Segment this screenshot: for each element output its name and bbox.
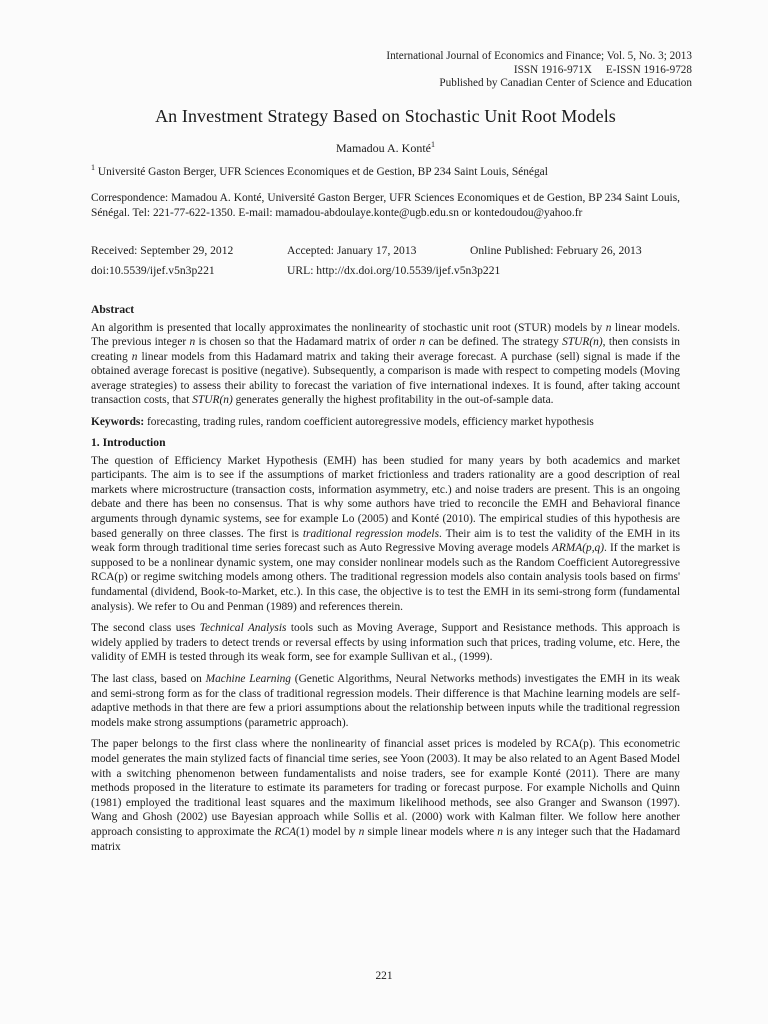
publication-meta (91, 241, 680, 281)
journal-issn: ISSN 1916-971X E-ISSN 1916-9728 (513, 63, 692, 76)
affiliation (91, 162, 680, 178)
journal-header (91, 50, 692, 91)
correspondence: Correspondence: Mamadou A. Konté, Université Gaston Berger, UFR Sciences Economiques et de Gestion, BP 234 Saint Louis, Sénégal. Tel: 221-77-622-1350. E-mail: mamadou-abdoulaye.konte@ugb.edu.sn or kontedoudou@yahoo.fr (91, 191, 680, 219)
abstract-heading: Abstract (91, 302, 135, 316)
intro-paragraph-1: The question of Efficiency Market Hypothesis (EMH) has been studied for many years by both academics and market participants. The aim is to see if the assumptions of market frictionless and traders rationality are a good description of real markets where microstructure (transaction costs, information asymmetry, etc.) and noise traders are present. This is an ongoing debate and there has been no consensus. That is why some authors have tried to reconcile the EMH and Behavioral finance arguments through dynamic systems, see for example Lo (2005) and Konté (2010). The empirical studies of this hypothesis are based generally on three classes. The first is traditional regression models. Their aim is to test the validity of the EMH in its weak form through traditional time series forecast such as Auto Regressive Moving average models ARMA(p,q). If the market is supposed to be a nonlinear dynamic system, one may consider nonlinear models such as the Random Coefficient Autoregressive RCA(p) or regime switching models among others. The traditional regression models also contain analysis tools based on firms' fundamental (dividend, Book-to-Market, etc.). In this case, the objective is to test the EMH in its semi-strong form (fundamental analysis). We refer to Ou and Penman (1989) and references therein. (91, 454, 680, 613)
keywords (91, 415, 680, 430)
journal-name: International Journal of Economics and Finance; Vol. 5, No. 3; 2013 (386, 50, 692, 62)
keywords-label: Keywords: (91, 416, 145, 429)
published-date: Online Published: February 26, 2013 (470, 243, 642, 257)
accepted-date: Accepted: January 17, 2013 (287, 243, 417, 257)
doi-link[interactable]: doi:10.5539/ijef.v5n3p221 (91, 263, 215, 277)
page-number: 221 (375, 970, 393, 982)
intro-paragraph-3: The last class, based on Machine Learning (Genetic Algorithms, Neural Networks methods) investigates the EMH in its weak and semi-strong form as for the class of traditional regression models. Their difference is that Machine learning models are self-adaptive methods in that there are few a priori assumptions about the relationship between inputs while the traditional regression models make strong assumptions (parametric approach). (91, 672, 680, 729)
url-link[interactable]: URL: http://dx.doi.org/10.5539/ijef.v5n3p221 (287, 263, 501, 277)
affiliation-text: Université Gaston Berger, UFR Sciences Economiques et de Gestion, BP 234 Saint Louis, Sénégal (97, 165, 548, 178)
author-line (91, 141, 680, 156)
intro-paragraph-4: The paper belongs to the first class where the nonlinearity of financial asset prices is modeled by RCA(p). This econometric model generates the main stylized facts of financial time series, see Yoon (2003). It may be also related to an Agent Based Model with a switching phenomenon between fundamentalists and noise traders, see for example Konté (2011). There are many methods proposed in the literature to estimate its parameters for trading or forecast purpose. For example Nicholls and Quinn (1981) employed the traditional least squares and the maximum likelihood methods, see also Granger and Swanson (1997). Wang and Ghosh (2002) use Bayesian approach while Sollis et al. (2000) work with Kalman filter. We follow here another approach consisting to approximate the RCA(1) model by n simple linear models where n is any integer such that the Hadamard matrix (91, 738, 681, 853)
abstract-text: An algorithm is presented that locally approximates the nonlinearity of stochastic unit root (STUR) models by n linear models. The previous integer n is chosen so that the Hadamard matrix of order n can be defined. The strategy STUR(n), then consists in creating n linear models from this Hadamard matrix and taking their average forecast. A purchase (sell) signal is made if the obtained average forecast is positive (negative). Subsequently, a comparison is made with respect to competing models (Moving average strategies) to assess their ability to forecast the variation of five international indexes. It is found, after taking account transaction costs, that STUR(n) generates generally the highest profitability in the out-of-sample data. (91, 321, 680, 407)
affiliation-sup: 1 (91, 162, 95, 172)
paper-title: An Investment Strategy Based on Stochastic Unit Root Models (155, 105, 616, 126)
intro-heading: 1. Introduction (91, 435, 166, 449)
journal-publisher: Published by Canadian Center of Science and Education (439, 77, 692, 89)
intro-paragraph-2: The second class uses Technical Analysis tools such as Moving Average, Support and Resistance methods. This approach is widely applied by traders to detect trends or reversal effects by using information such that prices, trading volume, etc. Here, the validity of EMH is tested through its weak form, see for example Sullivan et al., (1999). (91, 622, 680, 664)
keywords-text: forecasting, trading rules, random coefficient autoregressive models, efficiency market hypothesis (144, 416, 594, 429)
author-sup: 1 (431, 139, 435, 149)
author-name: Mamadou A. Konté (336, 140, 431, 155)
received-date: Received: September 29, 2012 (91, 243, 234, 257)
